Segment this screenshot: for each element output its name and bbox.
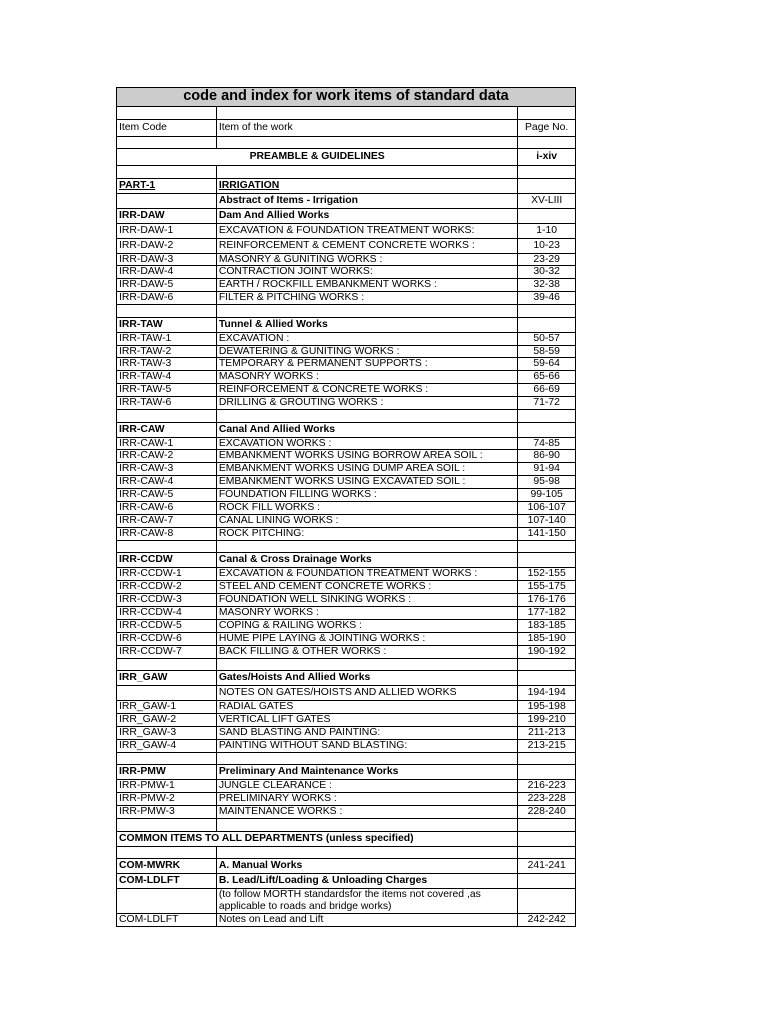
item-of-work-cell: Notes on Lead and Lift (216, 913, 518, 926)
item-of-work-cell: EXCAVATION & FOUNDATION TREATMENT WORKS : (216, 568, 518, 581)
page-number-cell: 50-57 (518, 332, 576, 345)
item-of-work-cell: BACK FILLING & OTHER WORKS : (216, 645, 518, 658)
item-code-cell: COM-LDLFT (117, 913, 217, 926)
table-row (117, 463, 576, 476)
section-heading-row (117, 765, 576, 780)
item-code-cell: IRR-CAW (117, 422, 217, 437)
empty-cell (518, 846, 576, 859)
page-number-cell (518, 553, 576, 568)
item-of-work-cell: ROCK PITCHING: (216, 527, 518, 540)
item-of-work-cell: Dam And Allied Works (216, 208, 518, 223)
empty-cell (216, 846, 518, 859)
table-row (117, 515, 576, 528)
empty-cell (518, 136, 576, 149)
item-of-work-cell: RADIAL GATES (216, 701, 518, 714)
item-of-work-cell: NOTES ON GATES/HOISTS AND ALLIED WORKS (216, 686, 518, 701)
page-number-cell: 177-182 (518, 607, 576, 620)
empty-cell (518, 831, 576, 846)
item-code-cell: IRR_GAW-3 (117, 726, 217, 739)
page-number-cell (518, 422, 576, 437)
page-number-cell (518, 317, 576, 332)
empty-cell (117, 166, 217, 179)
item-of-work-cell: MASONRY WORKS : (216, 607, 518, 620)
item-code-cell: IRR-PMW-2 (117, 793, 217, 806)
page-number-cell: 199-210 (518, 714, 576, 727)
empty-cell (117, 136, 217, 149)
item-code-cell: IRR-DAW-1 (117, 223, 217, 238)
table-row (117, 238, 576, 253)
item-code-cell: IRR-CAW-7 (117, 515, 217, 528)
item-code-cell: IRR-CAW-5 (117, 489, 217, 502)
page-number-cell: 155-175 (518, 581, 576, 594)
table-row (117, 253, 576, 266)
table-row (117, 686, 576, 701)
page-number-cell: 228-240 (518, 806, 576, 819)
empty-cell (117, 107, 217, 120)
section-heading-row (117, 671, 576, 686)
page-number-cell: 1-10 (518, 223, 576, 238)
table-row (117, 279, 576, 292)
section-heading-row (117, 859, 576, 874)
item-of-work-cell: REINFORCEMENT & CONCRETE WORKS : (216, 384, 518, 397)
page-number-cell: 66-69 (518, 384, 576, 397)
item-of-work-cell: Canal And Allied Works (216, 422, 518, 437)
table-row (117, 806, 576, 819)
item-of-work-cell: EARTH / ROCKFILL EMBANKMENT WORKS : (216, 279, 518, 292)
empty-cell (518, 410, 576, 423)
part-title: IRRIGATION (216, 178, 518, 193)
item-code-cell: IRR_GAW-2 (117, 714, 217, 727)
empty-cell (117, 410, 217, 423)
table-row (117, 594, 576, 607)
item-code-cell: IRR-PMW (117, 765, 217, 780)
section-heading-row (117, 208, 576, 223)
table-row (117, 527, 576, 540)
page-number-cell: 223-228 (518, 793, 576, 806)
item-of-work-cell: EXCAVATION : (216, 332, 518, 345)
table-row (117, 701, 576, 714)
page-number-cell: 39-46 (518, 292, 576, 305)
item-code-cell: IRR-TAW-3 (117, 358, 217, 371)
page-number-cell: 176-176 (518, 594, 576, 607)
empty-cell (518, 658, 576, 671)
item-of-work-cell: B. Lead/Lift/Loading & Unloading Charges (216, 874, 518, 889)
page-number-cell: 211-213 (518, 726, 576, 739)
page-number-cell: 107-140 (518, 515, 576, 528)
empty-cell (216, 107, 518, 120)
index-sheet (116, 87, 576, 927)
section-heading-row (117, 422, 576, 437)
page-number-cell: 183-185 (518, 619, 576, 632)
page-number-cell: 30-32 (518, 266, 576, 279)
part-row (117, 178, 576, 193)
item-of-work-cell: MASONRY WORKS : (216, 371, 518, 384)
empty-cell (117, 305, 217, 318)
item-code-cell: IRR-CCDW-5 (117, 619, 217, 632)
item-code-cell: IRR-DAW-2 (117, 238, 217, 253)
page-title: code and index for work items of standard data (117, 88, 576, 107)
item-code-cell: COM-LDLFT (117, 874, 217, 889)
note-row (117, 889, 576, 914)
item-of-work-cell: EXCAVATION & FOUNDATION TREATMENT WORKS: (216, 223, 518, 238)
item-code-cell: IRR-CAW-8 (117, 527, 217, 540)
section-heading-row (117, 193, 576, 208)
section-heading-row (117, 553, 576, 568)
item-of-work-cell: CANAL LINING WORKS : (216, 515, 518, 528)
spacer-row (117, 658, 576, 671)
item-code-cell: IRR-CCDW (117, 553, 217, 568)
table-row (117, 223, 576, 238)
item-code-cell: IRR-CAW-4 (117, 476, 217, 489)
table-row (117, 619, 576, 632)
item-code-cell: IRR-CAW-1 (117, 437, 217, 450)
common-items-row (117, 831, 576, 846)
empty-cell (216, 540, 518, 553)
empty-cell (216, 819, 518, 832)
empty-cell (518, 178, 576, 193)
table-row (117, 292, 576, 305)
item-code-cell: IRR-DAW-3 (117, 253, 217, 266)
item-code-cell: IRR-DAW-4 (117, 266, 217, 279)
column-header-item-of-work: Item of the work (216, 119, 518, 136)
column-header-row (117, 119, 576, 136)
item-code-cell: IRR-TAW-1 (117, 332, 217, 345)
page-number-cell: 65-66 (518, 371, 576, 384)
table-row (117, 266, 576, 279)
page-number-cell: 10-23 (518, 238, 576, 253)
empty-cell (117, 752, 217, 765)
table-row (117, 371, 576, 384)
empty-cell (216, 658, 518, 671)
item-of-work-cell: JUNGLE CLEARANCE : (216, 780, 518, 793)
index-table (116, 87, 576, 927)
page-number-cell (518, 889, 576, 914)
empty-cell (117, 819, 217, 832)
table-row (117, 739, 576, 752)
spacer-row (117, 107, 576, 120)
item-of-work-cell: MASONRY & GUNITING WORKS : (216, 253, 518, 266)
item-code-cell: IRR-DAW (117, 208, 217, 223)
table-row (117, 450, 576, 463)
page-number-cell (518, 874, 576, 889)
table-row (117, 437, 576, 450)
page-number-cell: 32-38 (518, 279, 576, 292)
item-of-work-cell: A. Manual Works (216, 859, 518, 874)
empty-cell (216, 305, 518, 318)
table-row (117, 489, 576, 502)
index-table-body (117, 88, 576, 927)
item-code-cell: IRR-TAW-5 (117, 384, 217, 397)
item-of-work-cell: Abstract of Items - Irrigation (216, 193, 518, 208)
page-number-cell: 91-94 (518, 463, 576, 476)
item-of-work-cell: MAINTENANCE WORKS : (216, 806, 518, 819)
item-of-work-cell: EMBANKMENT WORKS USING BORROW AREA SOIL : (216, 450, 518, 463)
spacer-row (117, 136, 576, 149)
table-row (117, 345, 576, 358)
item-code-cell: IRR-TAW-4 (117, 371, 217, 384)
title-row (117, 88, 576, 107)
item-code-cell: IRR-CCDW-2 (117, 581, 217, 594)
page-number-cell: 190-192 (518, 645, 576, 658)
table-row (117, 913, 576, 926)
note-text: (to follow MORTH standardsfor the items not covered ,as applicable to roads and bridge works) (216, 889, 518, 914)
preamble-label: PREAMBLE & GUIDELINES (117, 149, 518, 166)
item-code-cell: IRR_GAW-1 (117, 701, 217, 714)
empty-cell (518, 305, 576, 318)
empty-cell (518, 819, 576, 832)
table-row (117, 632, 576, 645)
spacer-row (117, 410, 576, 423)
empty-cell (518, 540, 576, 553)
table-row (117, 397, 576, 410)
spacer-row (117, 166, 576, 179)
page-number-cell: 86-90 (518, 450, 576, 463)
spacer-row (117, 846, 576, 859)
item-of-work-cell: EMBANKMENT WORKS USING EXCAVATED SOIL : (216, 476, 518, 489)
spacer-row (117, 819, 576, 832)
empty-cell (216, 752, 518, 765)
page-number-cell: 74-85 (518, 437, 576, 450)
empty-cell (216, 410, 518, 423)
empty-cell (216, 136, 518, 149)
item-code-cell: IRR-TAW (117, 317, 217, 332)
item-of-work-cell: EMBANKMENT WORKS USING DUMP AREA SOIL : (216, 463, 518, 476)
item-of-work-cell: STEEL AND CEMENT CONCRETE WORKS : (216, 581, 518, 594)
page-number-cell: 194-194 (518, 686, 576, 701)
page-number-cell: 95-98 (518, 476, 576, 489)
preamble-row (117, 149, 576, 166)
empty-cell (216, 166, 518, 179)
table-row (117, 645, 576, 658)
page-number-cell: XV-LIII (518, 193, 576, 208)
item-code-cell: IRR-PMW-3 (117, 806, 217, 819)
item-of-work-cell: CONTRACTION JOINT WORKS: (216, 266, 518, 279)
table-row (117, 332, 576, 345)
item-code-cell (117, 889, 217, 914)
item-code-cell: IRR-CCDW-4 (117, 607, 217, 620)
table-row (117, 581, 576, 594)
item-code-cell: IRR-DAW-5 (117, 279, 217, 292)
item-of-work-cell: DEWATERING & GUNITING WORKS : (216, 345, 518, 358)
item-code-cell: COM-MWRK (117, 859, 217, 874)
page-number-cell: 71-72 (518, 397, 576, 410)
section-heading-row (117, 874, 576, 889)
common-items-heading: COMMON ITEMS TO ALL DEPARTMENTS (unless specified) (117, 831, 518, 846)
page-number-cell: i-xiv (518, 149, 576, 166)
section-heading-row (117, 317, 576, 332)
page-number-cell: 23-29 (518, 253, 576, 266)
page-number-cell: 241-241 (518, 859, 576, 874)
spacer-row (117, 305, 576, 318)
column-header-item-code: Item Code (117, 119, 217, 136)
table-row (117, 714, 576, 727)
page-number-cell: 99-105 (518, 489, 576, 502)
table-row (117, 568, 576, 581)
part-code: PART-1 (117, 178, 217, 193)
page-number-cell (518, 208, 576, 223)
page-number-cell: 59-64 (518, 358, 576, 371)
item-code-cell: IRR-CCDW-1 (117, 568, 217, 581)
item-code-cell: IRR-CAW-6 (117, 502, 217, 515)
empty-cell (117, 846, 217, 859)
item-of-work-cell: PAINTING WITHOUT SAND BLASTING: (216, 739, 518, 752)
page-number-cell: 185-190 (518, 632, 576, 645)
item-of-work-cell: DRILLING & GROUTING WORKS : (216, 397, 518, 410)
item-of-work-cell: Gates/Hoists And Allied Works (216, 671, 518, 686)
column-header-page-no: Page No. (518, 119, 576, 136)
page-number-cell: 106-107 (518, 502, 576, 515)
page-number-cell (518, 671, 576, 686)
item-code-cell: IRR_GAW (117, 671, 217, 686)
item-of-work-cell: FOUNDATION WELL SINKING WORKS : (216, 594, 518, 607)
empty-cell (117, 540, 217, 553)
spacer-row (117, 540, 576, 553)
empty-cell (117, 658, 217, 671)
table-row (117, 726, 576, 739)
item-of-work-cell: SAND BLASTING AND PAINTING: (216, 726, 518, 739)
page-number-cell: 152-155 (518, 568, 576, 581)
item-of-work-cell: Canal & Cross Drainage Works (216, 553, 518, 568)
page-number-cell: 216-223 (518, 780, 576, 793)
item-of-work-cell: FOUNDATION FILLING WORKS : (216, 489, 518, 502)
table-row (117, 780, 576, 793)
item-of-work-cell: VERTICAL LIFT GATES (216, 714, 518, 727)
item-of-work-cell: FILTER & PITCHING WORKS : (216, 292, 518, 305)
page-number-cell: 195-198 (518, 701, 576, 714)
item-of-work-cell: Preliminary And Maintenance Works (216, 765, 518, 780)
table-row (117, 793, 576, 806)
item-code-cell: IRR-TAW-6 (117, 397, 217, 410)
item-code-cell: IRR-PMW-1 (117, 780, 217, 793)
item-of-work-cell: REINFORCEMENT & CEMENT CONCRETE WORKS : (216, 238, 518, 253)
spacer-row (117, 752, 576, 765)
table-row (117, 358, 576, 371)
item-code-cell: IRR-DAW-6 (117, 292, 217, 305)
item-code-cell: IRR-CCDW-7 (117, 645, 217, 658)
empty-cell (518, 752, 576, 765)
item-code-cell (117, 193, 217, 208)
item-of-work-cell: COPING & RAILING WORKS : (216, 619, 518, 632)
item-of-work-cell: EXCAVATION WORKS : (216, 437, 518, 450)
page-number-cell: 213-215 (518, 739, 576, 752)
table-row (117, 502, 576, 515)
item-code-cell: IRR-CCDW-6 (117, 632, 217, 645)
empty-cell (518, 107, 576, 120)
item-code-cell: IRR-CAW-3 (117, 463, 217, 476)
item-of-work-cell: TEMPORARY & PERMANENT SUPPORTS : (216, 358, 518, 371)
page-number-cell (518, 765, 576, 780)
item-of-work-cell: PRELIMINARY WORKS : (216, 793, 518, 806)
item-of-work-cell: Tunnel & Allied Works (216, 317, 518, 332)
item-code-cell: IRR-CCDW-3 (117, 594, 217, 607)
empty-cell (518, 166, 576, 179)
item-code-cell: IRR-CAW-2 (117, 450, 217, 463)
table-row (117, 476, 576, 489)
item-code-cell: IRR-TAW-2 (117, 345, 217, 358)
item-code-cell (117, 686, 217, 701)
page-number-cell: 58-59 (518, 345, 576, 358)
page-number-cell: 141-150 (518, 527, 576, 540)
item-of-work-cell: ROCK FILL WORKS : (216, 502, 518, 515)
page-number-cell: 242-242 (518, 913, 576, 926)
table-row (117, 384, 576, 397)
item-code-cell: IRR_GAW-4 (117, 739, 217, 752)
item-of-work-cell: HUME PIPE LAYING & JOINTING WORKS : (216, 632, 518, 645)
table-row (117, 607, 576, 620)
